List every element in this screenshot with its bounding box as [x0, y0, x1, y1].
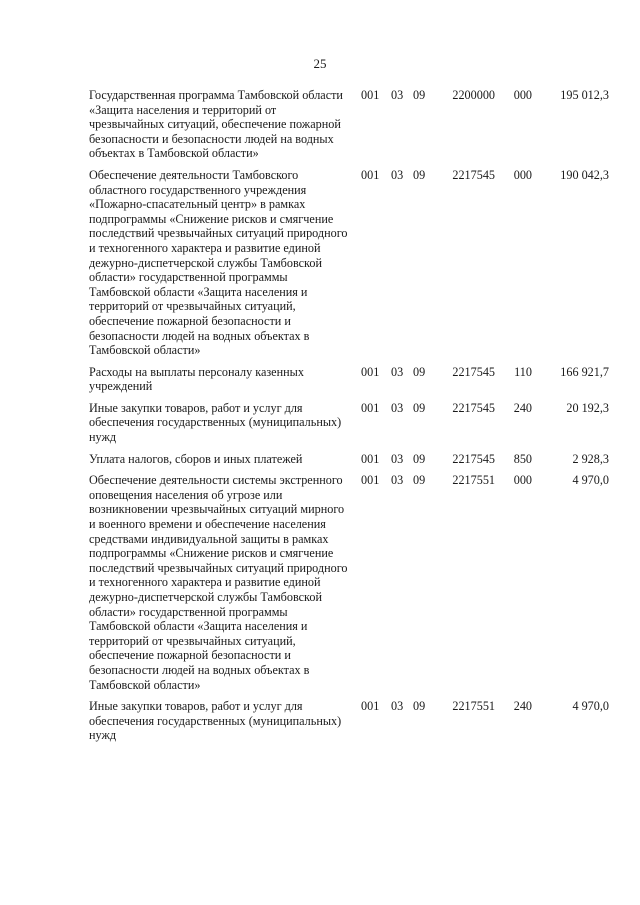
- amount: 195 012,3: [560, 88, 609, 102]
- amount: 190 042,3: [560, 167, 609, 182]
- amount: 4 970,0: [572, 473, 609, 488]
- target-article-code: 2200000: [452, 88, 495, 102]
- subsection-code: 09: [413, 451, 426, 466]
- section-code: 03: [391, 400, 404, 415]
- target-article-code: 2217551: [452, 699, 495, 714]
- section-code: 03: [391, 473, 404, 488]
- ministry-code: 001: [361, 451, 380, 466]
- section-code: 03: [391, 167, 404, 182]
- section-code: 03: [391, 88, 404, 102]
- target-article-code: 2217545: [452, 400, 495, 415]
- expense-type-code: 240: [513, 400, 532, 415]
- subsection-code: 09: [413, 88, 426, 102]
- table-row: [89, 401, 609, 452]
- expense-type-code: 000: [513, 167, 532, 182]
- expense-type-code: 110: [514, 364, 532, 379]
- row-name: Расходы на выплаты персоналу казенных учреждений: [89, 364, 304, 394]
- ministry-code: 001: [361, 88, 380, 102]
- ministry-code: 001: [361, 167, 380, 182]
- page-number: 25: [313, 56, 327, 71]
- subsection-code: 09: [413, 473, 426, 488]
- subsection-code: 09: [413, 364, 426, 379]
- ministry-code: 001: [361, 364, 380, 379]
- table-row: [89, 473, 609, 699]
- row-name: Обеспечение деятельности системы экстренного оповещения населения об угрозе или возникновении чрезвычайных ситуаций мирного и военного времени и обеспечение населения средствами индивидуальной защиты в рамках подпрограммы «Снижение рисков и смягчение последствий чрезвычайных ситуаций природного и техногенного характера и развитие единой дежурно-диспетчерской службы Тамбовской области» государственной программы Тамбовской области «Защита населения и территорий от чрезвычайных ситуаций, обеспечение пожарной безопасности и безопасности людей на водных объектах в Тамбовской области»: [89, 473, 348, 692]
- subsection-code: 09: [413, 699, 426, 714]
- table-row: [89, 452, 609, 474]
- row-name: Обеспечение деятельности Тамбовского областного государственного учреждения «Пожарно-спасательный центр» в рамках подпрограммы «Снижение рисков и смягчение последствий чрезвычайных ситуаций природного и техногенного характера и развитие единой дежурно-диспетчерской службы Тамбовской области» государственной программы Тамбовской области «Защита населения и территорий от чрезвычайных ситуаций, обеспечение пожарной безопасности и безопасности людей на водных объектах в Тамбовской области»: [89, 167, 348, 358]
- ministry-code: 001: [361, 473, 380, 488]
- target-article-code: 2217551: [452, 473, 495, 488]
- row-name: Иные закупки товаров, работ и услуг для обеспечения государственных (муниципальных) нужд: [89, 699, 342, 743]
- section-code: 03: [391, 451, 404, 466]
- amount: 2 928,3: [572, 451, 609, 466]
- row-name: Иные закупки товаров, работ и услуг для обеспечения государственных (муниципальных) нужд: [89, 400, 342, 445]
- section-code: 03: [391, 699, 404, 714]
- target-article-code: 2217545: [452, 364, 495, 379]
- expense-type-code: 000: [513, 88, 532, 102]
- amount: 20 192,3: [566, 400, 609, 415]
- section-code: 03: [391, 364, 404, 379]
- table-row: [89, 365, 609, 401]
- budget-table: [89, 88, 609, 750]
- amount: 4 970,0: [572, 699, 609, 714]
- table-row: [89, 88, 609, 168]
- expense-type-code: 000: [513, 473, 532, 488]
- ministry-code: 001: [361, 699, 380, 714]
- expense-type-code: 240: [513, 699, 532, 714]
- ministry-code: 001: [361, 400, 380, 415]
- expense-type-code: 850: [513, 451, 532, 466]
- table-row: [89, 699, 609, 750]
- table-row: [89, 168, 609, 365]
- amount: 166 921,7: [560, 364, 609, 379]
- target-article-code: 2217545: [452, 451, 495, 466]
- row-name: Уплата налогов, сборов и иных платежей: [89, 451, 303, 466]
- row-name: Государственная программа Тамбовской области «Защита населения и территорий от чрезвычайных ситуаций, обеспечение пожарной безопасности и безопасности людей на водных объектах в Тамбовской области»: [89, 88, 343, 161]
- subsection-code: 09: [413, 167, 426, 182]
- subsection-code: 09: [413, 400, 426, 415]
- target-article-code: 2217545: [452, 167, 495, 182]
